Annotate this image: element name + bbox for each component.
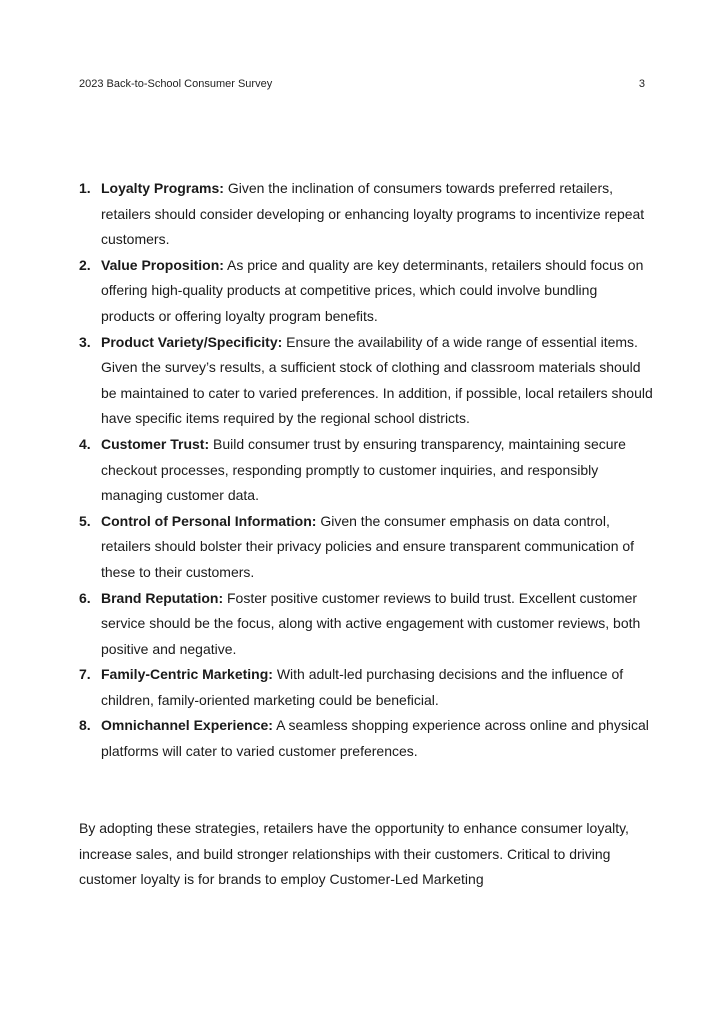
conclusion-paragraph: By adopting these strategies, retailers have the opportunity to enhance consumer loyalty, increase sales, and build stronger relationships with their customers. Critical to driving customer loyalty is for brands to employ Customer-Led Marketing: [79, 820, 629, 888]
item-number: 5.: [79, 512, 91, 529]
item-text: Build consumer trust by ensuring transparency, maintaining secure checkout processes, responding promptly to customer inquiries, and responsibly managing customer data.: [101, 435, 626, 504]
list-item: [79, 253, 654, 330]
item-number: 3.: [79, 333, 91, 350]
item-term: Product Variety/Specificity:: [101, 333, 283, 350]
item-number: 7.: [79, 666, 91, 683]
recommendations-list: [79, 176, 654, 765]
item-number: 6.: [79, 589, 91, 606]
list-item: [79, 432, 654, 509]
document-title: 2023 Back-to-School Consumer Survey: [79, 78, 273, 90]
item-text: A seamless shopping experience across online and physical platforms will cater to varied customer preferences.: [101, 717, 649, 760]
item-number: 1.: [79, 180, 91, 196]
item-number: 4.: [79, 435, 91, 452]
item-term: Control of Personal Information:: [101, 512, 317, 529]
list-item: [79, 330, 654, 432]
item-term: Customer Trust:: [101, 435, 210, 452]
item-text: Given the inclination of consumers towards preferred retailers, retailers should consider developing or enhancing loyalty programs to incentivize repeat customers.: [101, 180, 645, 248]
item-term: Brand Reputation:: [101, 589, 224, 606]
item-text: With adult-led purchasing decisions and the influence of children, family-oriented marketing could be beneficial.: [101, 666, 624, 708]
list-item: [79, 509, 654, 586]
item-number: 8.: [79, 717, 91, 734]
list-item: [79, 176, 654, 253]
item-text: Foster positive customer reviews to build trust. Excellent customer service should be the focus, along with active engagement with customer reviews, both positive and negative.: [101, 589, 641, 657]
page-header: [79, 78, 645, 90]
item-term: Value Proposition:: [101, 256, 224, 273]
list-item: [79, 713, 654, 764]
item-text: Given the consumer emphasis on data control, retailers should bolster their privacy policies and ensure transparent communication of these to their customers.: [101, 512, 635, 580]
item-term: Family-Centric Marketing:: [101, 666, 273, 683]
item-text: Ensure the availability of a wide range of essential items. Given the survey’s results, a sufficient stock of clothing and classroom materials should be maintained to cater to varied preferences. In addition, if possible, local retailers should have specific items required by the regional school districts.: [101, 333, 653, 427]
item-term: Omnichannel Experience:: [101, 717, 273, 734]
item-text: As price and quality are key determinants, retailers should focus on offering high-quality products at competitive prices, which could involve bundling products or offering loyalty program benefits.: [101, 256, 644, 324]
list-item: [79, 586, 654, 663]
page-number: 3: [638, 78, 645, 90]
item-number: 2.: [79, 256, 91, 273]
item-term: Loyalty Programs:: [101, 180, 224, 196]
list-item: [79, 662, 654, 713]
